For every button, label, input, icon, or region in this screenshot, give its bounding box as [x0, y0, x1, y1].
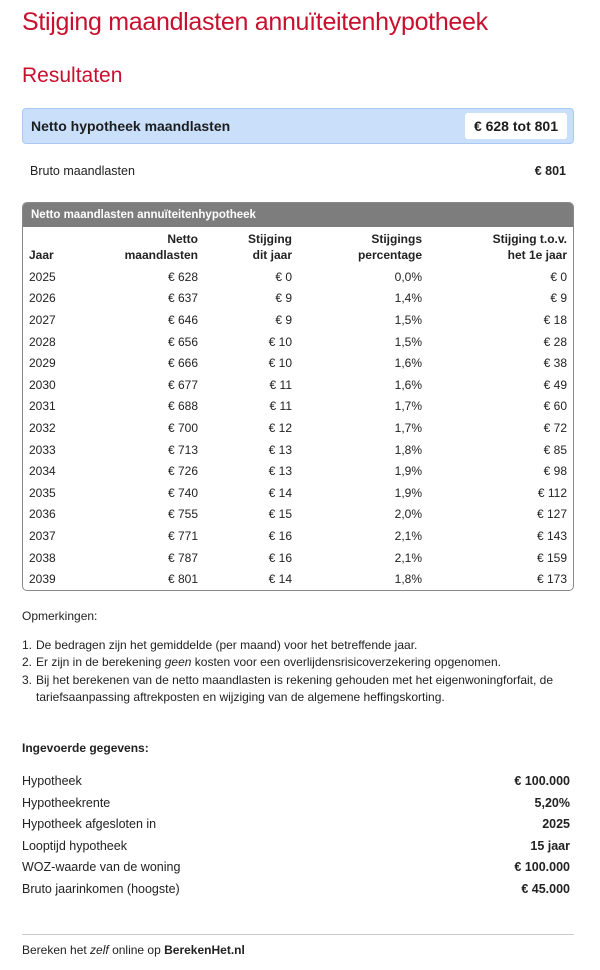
cell-net: € 656 — [167, 334, 198, 349]
cell-percentage: 2,1% — [394, 528, 422, 543]
table-header-row — [23, 227, 573, 266]
cell-percentage: 2,1% — [394, 550, 422, 565]
cell-total-increase: € 9 — [550, 291, 567, 306]
cell-year: 2035 — [29, 485, 56, 500]
cell-year: 2037 — [29, 528, 56, 543]
cell-net: € 740 — [167, 485, 198, 500]
cell-percentage: 2,0% — [394, 507, 422, 522]
header-year: Jaar — [29, 248, 54, 262]
table-body — [23, 266, 573, 590]
table-title: Netto maandlasten annuïteitenhypotheek — [23, 203, 573, 227]
cell-increase: € 14 — [268, 572, 292, 587]
input-label: Hypotheek — [22, 773, 82, 788]
cell-net: € 755 — [167, 507, 198, 522]
cell-net: € 700 — [167, 420, 198, 435]
cell-year: 2034 — [29, 464, 56, 479]
footer: Bereken het zelf online op BerekenHet.nl — [22, 934, 574, 957]
cell-year: 2027 — [29, 312, 56, 327]
result-bar — [22, 108, 574, 144]
cell-net: € 801 — [167, 572, 198, 587]
input-label: WOZ-waarde van de woning — [22, 860, 181, 875]
cell-net: € 637 — [167, 291, 198, 306]
input-label: Looptijd hypotheek — [22, 838, 127, 853]
input-row — [22, 879, 574, 901]
header-percentage: Stijgings percentage — [357, 232, 422, 262]
table-row — [23, 439, 573, 461]
input-row — [22, 771, 574, 793]
cell-net: € 677 — [167, 377, 198, 392]
cell-increase: € 11 — [269, 377, 292, 392]
remark-item: 3. Bij het berekenen van de netto maandlasten is rekening gehouden met het eigenwoningforfait, de tariefsaanpassing aftrekposten en wijziging van de algemene heffingskorting. — [22, 672, 554, 705]
remarks-title: Opmerkingen: — [22, 608, 98, 623]
result-label: Netto hypotheek maandlasten — [31, 118, 231, 134]
cell-year: 2025 — [29, 269, 56, 284]
cell-increase: € 10 — [268, 334, 292, 349]
table — [23, 227, 573, 590]
input-row — [22, 836, 574, 858]
cell-percentage: 1,9% — [394, 485, 422, 500]
cell-percentage: 1,8% — [394, 442, 422, 457]
gross-label: Bruto maandlasten — [30, 164, 135, 178]
page-title: Stijging maandlasten annuïteitenhypotheek — [22, 8, 488, 36]
site-link[interactable]: BerekenHet.nl — [164, 943, 245, 958]
input-value: € 100.000 — [514, 860, 570, 875]
cell-net: € 787 — [167, 550, 198, 565]
cell-increase: € 9 — [275, 291, 292, 306]
cell-total-increase: € 98 — [543, 464, 567, 479]
cell-percentage: 1,6% — [394, 356, 422, 371]
cell-increase: € 10 — [268, 356, 292, 371]
cell-total-increase: € 18 — [543, 312, 567, 327]
cell-net: € 726 — [167, 464, 198, 479]
cell-increase: € 0 — [275, 269, 292, 284]
cell-total-increase: € 127 — [536, 507, 567, 522]
table-row — [23, 568, 573, 590]
cell-net: € 666 — [167, 356, 198, 371]
inputs-title: Ingevoerde gegevens: — [22, 740, 149, 755]
cell-increase: € 13 — [268, 464, 292, 479]
cell-total-increase: € 72 — [543, 420, 567, 435]
table-row — [23, 482, 573, 504]
cell-increase: € 13 — [268, 442, 292, 457]
table-row — [23, 547, 573, 569]
input-label: Bruto jaarinkomen (hoogste) — [22, 881, 180, 896]
table-row — [23, 396, 573, 418]
cell-percentage: 1,6% — [394, 377, 422, 392]
net-costs-table — [22, 202, 574, 591]
cell-year: 2032 — [29, 420, 56, 435]
cell-total-increase: € 143 — [536, 528, 567, 543]
cell-year: 2033 — [29, 442, 56, 457]
cell-total-increase: € 0 — [550, 269, 567, 284]
header-total-increase: Stijging t.o.v. het 1e jaar — [492, 232, 567, 262]
cell-increase: € 16 — [268, 550, 292, 565]
cell-total-increase: € 60 — [543, 399, 567, 414]
input-row — [22, 793, 574, 815]
cell-percentage: 1,4% — [394, 291, 422, 306]
table-row — [23, 417, 573, 439]
cell-year: 2036 — [29, 507, 56, 522]
cell-year: 2030 — [29, 377, 56, 392]
input-row — [22, 857, 574, 879]
cell-total-increase: € 159 — [536, 550, 567, 565]
cell-percentage: 1,8% — [394, 572, 422, 587]
input-row — [22, 814, 574, 836]
input-value: € 100.000 — [514, 773, 570, 788]
cell-total-increase: € 85 — [543, 442, 567, 457]
cell-increase: € 9 — [275, 312, 292, 327]
input-value: 2025 — [542, 817, 570, 832]
cell-percentage: 1,5% — [394, 334, 422, 349]
remark-item: 2. Er zijn in de berekening geen kosten voor een overlijdensrisicoverzekering opgenomen. — [22, 655, 501, 670]
cell-net: € 646 — [167, 312, 198, 327]
cell-percentage: 0,0% — [394, 269, 422, 284]
cell-increase: € 16 — [268, 528, 292, 543]
inputs-list — [22, 771, 574, 901]
input-label: Hypotheek afgesloten in — [22, 817, 157, 832]
cell-percentage: 1,5% — [394, 312, 422, 327]
result-value: € 628 tot 801 — [465, 113, 567, 139]
section-title: Resultaten — [22, 64, 123, 87]
table-row — [23, 460, 573, 482]
cell-net: € 688 — [167, 399, 198, 414]
cell-year: 2039 — [29, 572, 56, 587]
header-net: Netto maandlasten — [124, 232, 198, 262]
table-row — [23, 266, 573, 288]
table-row — [23, 331, 573, 353]
remarks — [22, 609, 574, 707]
cell-year: 2029 — [29, 356, 56, 371]
input-value: 5,20% — [534, 795, 570, 810]
table-row — [23, 352, 573, 374]
cell-year: 2026 — [29, 291, 56, 306]
cell-total-increase: € 112 — [537, 485, 567, 500]
cell-net: € 771 — [167, 528, 198, 543]
cell-net: € 713 — [167, 442, 198, 457]
gross-row — [22, 164, 574, 184]
input-value: € 45.000 — [521, 881, 570, 896]
input-value: 15 jaar — [530, 838, 570, 853]
gross-value: € 801 — [534, 164, 566, 178]
cell-increase: € 15 — [268, 507, 292, 522]
table-row — [23, 374, 573, 396]
cell-total-increase: € 28 — [543, 334, 567, 349]
cell-percentage: 1,9% — [394, 464, 422, 479]
cell-total-increase: € 173 — [536, 572, 567, 587]
cell-percentage: 1,7% — [394, 420, 422, 435]
cell-increase: € 12 — [268, 420, 292, 435]
cell-total-increase: € 38 — [543, 356, 567, 371]
remarks-list — [22, 637, 574, 707]
table-row — [23, 504, 573, 526]
table-row — [23, 525, 573, 547]
cell-percentage: 1,7% — [394, 399, 422, 414]
table-row — [23, 309, 573, 331]
cell-year: 2031 — [29, 399, 56, 414]
cell-total-increase: € 49 — [543, 377, 567, 392]
cell-year: 2028 — [29, 334, 56, 349]
header-increase: Stijging dit jaar — [248, 232, 292, 262]
cell-net: € 628 — [167, 269, 198, 284]
input-label: Hypotheekrente — [22, 795, 111, 810]
cell-year: 2038 — [29, 550, 56, 565]
cell-increase: € 11 — [269, 399, 292, 414]
table-row — [23, 288, 573, 310]
cell-increase: € 14 — [268, 485, 292, 500]
remark-item: 1. De bedragen zijn het gemiddelde (per maand) voor het betreffende jaar. — [22, 637, 418, 652]
